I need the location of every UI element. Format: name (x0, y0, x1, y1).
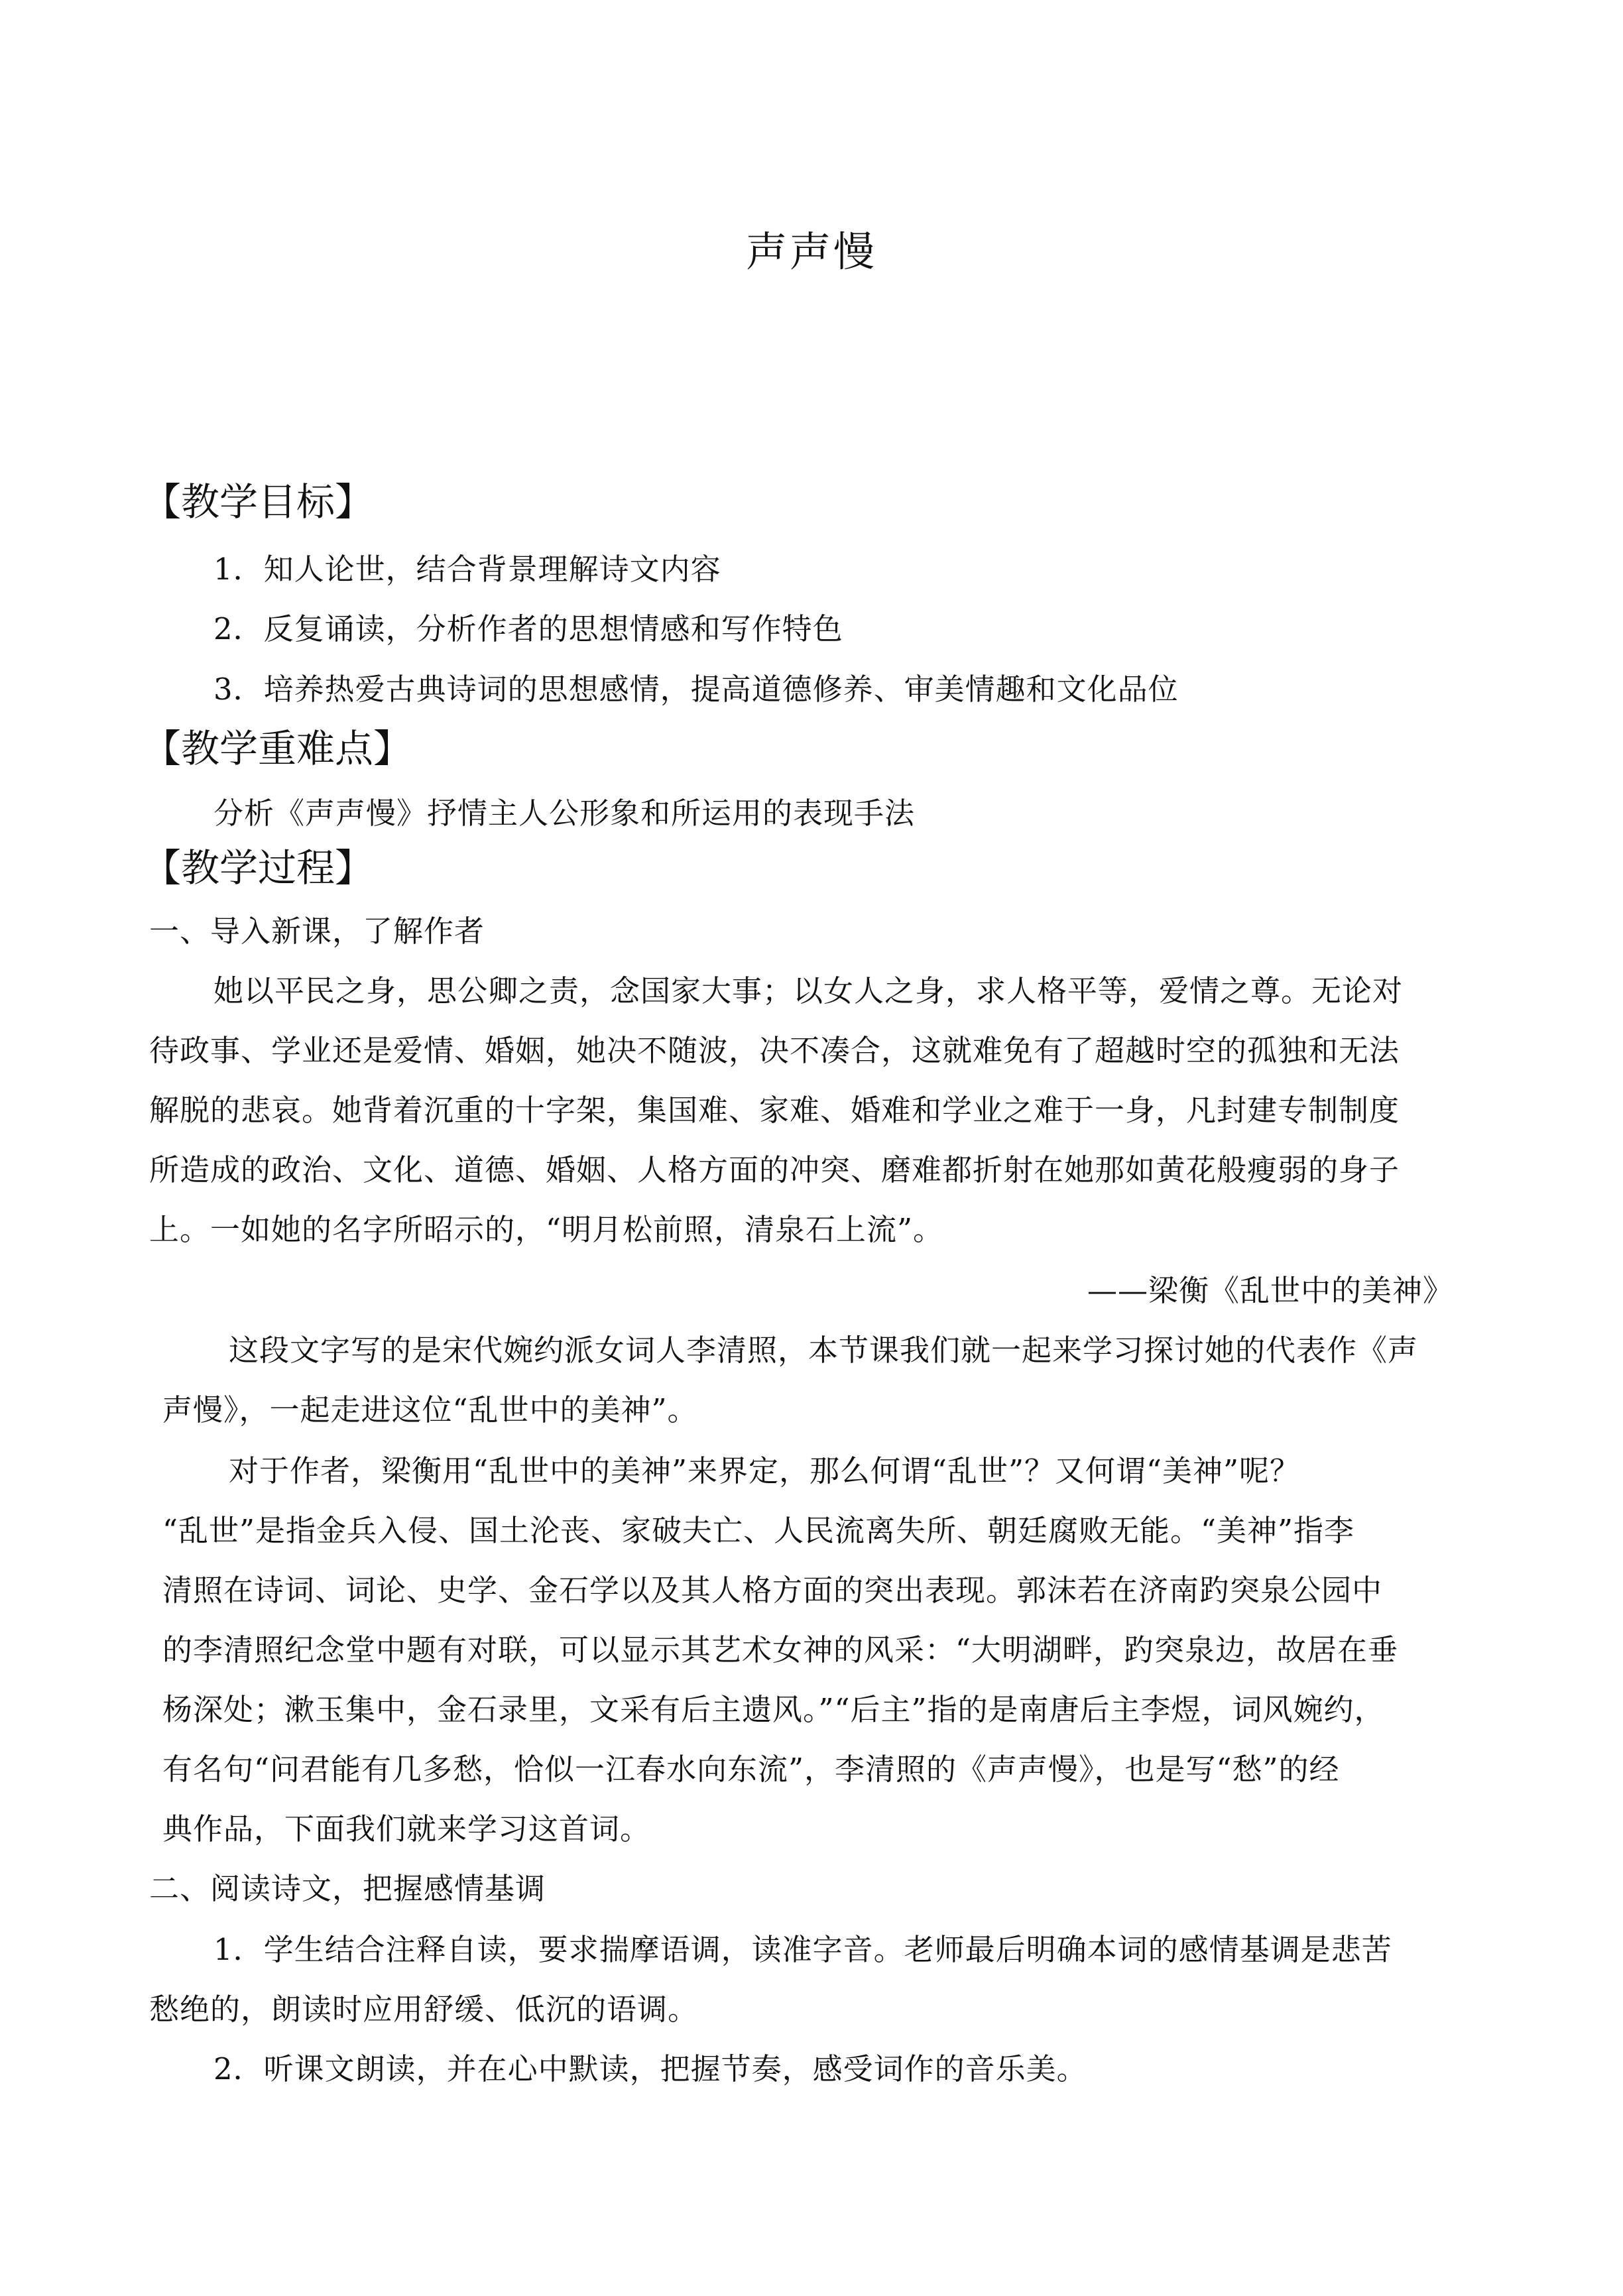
objective-item: 2．反复诵读，分析作者的思想情感和写作特色 (213, 611, 843, 646)
para1-line: 声慢》，一起走进这位“乱世中的美神”。 (162, 1392, 698, 1427)
key-points-text: 分析《声声慢》抒情主人公形象和所运用的表现手法 (213, 796, 916, 831)
quote-line: 解脱的悲哀。她背着沉重的十字架，集国难、家难、婚难和学业之难于一身，凡封建专制制度 (149, 1093, 1400, 1128)
part2-item1-line: 1．学生结合注释自读，要求揣摩语调，读准字音。老师最后明确本词的感情基调是悲苦 (213, 1932, 1392, 1967)
objectives-heading: 【教学目标】 (143, 479, 374, 524)
part2-item2: 2．听课文朗读，并在心中默读，把握节奏，感受词作的音乐美。 (213, 2051, 1087, 2086)
quote-line: 待政事、学业还是爱情、婚姻，她决不随波，决不凑合，这就难免有了超越时空的孤独和无法 (149, 1033, 1400, 1068)
part2-item1-line: 愁绝的，朗读时应用舒缓、低沉的语调。 (149, 1992, 699, 2027)
para1-line: 这段文字写的是宋代婉约派女词人李清照，本节课我们就一起来学习探讨她的代表作《声 (229, 1333, 1419, 1368)
para2-line: “乱世”是指金兵入侵、国土沦丧、家破夫亡、人民流离失所、朝廷腐败无能。“美神”指李 (162, 1513, 1355, 1548)
para2-line: 的李清照纪念堂中题有对联，可以显示其艺术女神的风采：“大明湖畔，趵突泉边，故居在垂 (162, 1632, 1399, 1667)
para2-line: 杨深处；漱玉集中，金石录里，文采有后主遗风。”“后主”指的是南唐后主李煜，词风婉约， (162, 1692, 1385, 1727)
process-heading: 【教学过程】 (143, 845, 374, 890)
part1-title: 一、导入新课，了解作者 (149, 914, 485, 949)
part2-title: 二、阅读诗文，把握感情基调 (149, 1871, 546, 1906)
quote-line: 她以平民之身，思公卿之责，念国家大事；以女人之身，求人格平等，爱情之尊。无论对 (213, 973, 1404, 1008)
para2-line: 典作品，下面我们就来学习这首词。 (162, 1811, 651, 1846)
objective-item: 1．知人论世，结合背景理解诗文内容 (213, 552, 721, 587)
para2-line: 清照在诗词、词论、史学、金石学以及其人格方面的突出表现。郭沫若在济南趵突泉公园中 (162, 1573, 1383, 1608)
page-title: 声声慢 (745, 227, 877, 276)
quote-attribution: ——梁衡《乱世中的美神》 (1087, 1273, 1454, 1308)
para2-line: 有名句“问君能有几多愁，恰似一江春水向东流”，李清照的《声声慢》，也是写“愁”的经 (162, 1752, 1340, 1787)
objective-item: 3．培养热爱古典诗词的思想感情，提高道德修养、审美情趣和文化品位 (213, 672, 1179, 707)
quote-line: 所造成的政治、文化、道德、婚姻、人格方面的冲突、磨难都折射在她那如黄花般瘦弱的身子 (149, 1152, 1400, 1187)
quote-line: 上。一如她的名字所昭示的，“明月松前照，清泉石上流”。 (149, 1212, 944, 1247)
key-points-heading: 【教学重难点】 (143, 726, 412, 771)
para2-line: 对于作者，梁衡用“乱世中的美神”来界定，那么何谓“乱世”？又何谓“美神”呢？ (229, 1453, 1301, 1488)
